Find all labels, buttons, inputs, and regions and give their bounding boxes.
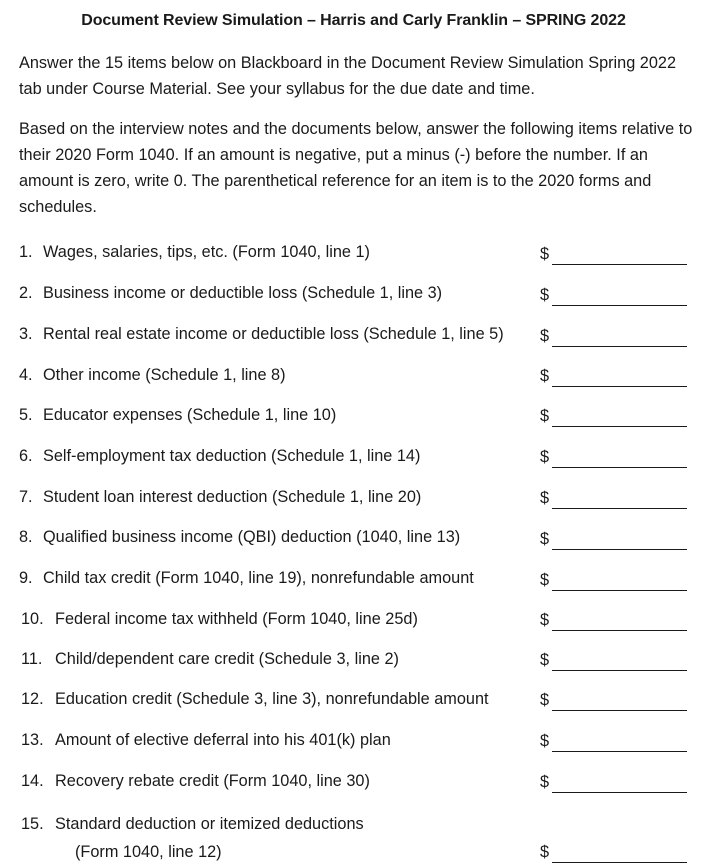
answer-blank[interactable] [540, 530, 687, 552]
dollar-sign: $ [540, 327, 550, 345]
question-number: 15. [21, 815, 44, 833]
dollar-sign: $ [540, 611, 550, 629]
dollar-sign: $ [540, 691, 550, 709]
document-title: Document Review Simulation – Harris and Carly Franklin – SPRING 2022 [81, 12, 626, 29]
question-text: Child/dependent care credit (Schedule 3, line 2) [55, 650, 399, 668]
question-text: Business income or deductible loss (Schedule 1, line 3) [43, 284, 443, 302]
question-number: 1. [19, 243, 33, 261]
question-number: 12. [21, 690, 44, 708]
question-number: 8. [19, 528, 33, 546]
answer-blank[interactable] [540, 571, 687, 593]
dollar-sign: $ [540, 407, 550, 425]
question-text-continuation: (Form 1040, line 12) [75, 843, 222, 861]
dollar-sign: $ [540, 448, 550, 466]
answer-blank[interactable] [540, 732, 687, 754]
question-text: Education credit (Schedule 3, line 3), nonrefundable amount [55, 690, 489, 708]
question-text: Educator expenses (Schedule 1, line 10) [43, 406, 337, 424]
dollar-sign: $ [540, 286, 550, 304]
answer-underline [552, 305, 687, 306]
question-number: 7. [19, 488, 33, 506]
question-number: 3. [19, 325, 33, 343]
question-text: Rental real estate income or deductible loss (Schedule 1, line 5) [43, 325, 504, 343]
question-number: 13. [21, 731, 44, 749]
dollar-sign: $ [540, 530, 550, 548]
question-text: Other income (Schedule 1, line 8) [43, 366, 286, 384]
question-text: Qualified business income (QBI) deduction (1040, line 13) [43, 528, 461, 546]
question-text: Wages, salaries, tips, etc. (Form 1040, line 1) [43, 243, 370, 261]
question-text: Child tax credit (Form 1040, line 19), nonrefundable amount [43, 569, 474, 587]
answer-blank[interactable] [540, 367, 687, 389]
question-text: Standard deduction or itemized deductions [55, 815, 364, 833]
answer-blank[interactable] [540, 773, 687, 795]
question-number: 9. [19, 569, 33, 587]
answer-underline [552, 792, 687, 793]
question-number: 2. [19, 284, 33, 302]
question-number: 14. [21, 772, 44, 790]
answer-underline [552, 264, 687, 265]
answer-underline [552, 590, 687, 591]
answer-underline [552, 549, 687, 550]
dollar-sign: $ [540, 843, 550, 861]
instructions-paragraph: Based on the interview notes and the documents below, answer the following items relative to their 2020 Form 1040. If an amount is negative, put a minus (-) before the number. If an amount is zero, write 0. The parenthetical reference for an item is to the 2020 forms and schedules. [19, 120, 693, 216]
question-number: 11. [21, 650, 43, 668]
answer-underline [552, 508, 687, 509]
answer-blank[interactable] [540, 327, 687, 349]
dollar-sign: $ [540, 367, 550, 385]
answer-underline [552, 751, 687, 752]
answer-blank[interactable] [540, 448, 687, 470]
answer-blank[interactable] [540, 651, 687, 673]
answer-underline [552, 467, 687, 468]
answer-underline [552, 346, 687, 347]
answer-blank[interactable] [540, 691, 687, 713]
question-text: Self-employment tax deduction (Schedule 1, line 14) [43, 447, 421, 465]
dollar-sign: $ [540, 571, 550, 589]
answer-blank[interactable] [540, 407, 687, 429]
question-number: 10. [21, 610, 44, 628]
answer-underline [552, 630, 687, 631]
dollar-sign: $ [540, 732, 550, 750]
answer-blank[interactable] [540, 489, 687, 511]
answer-underline [552, 862, 687, 863]
dollar-sign: $ [540, 489, 550, 507]
answer-underline [552, 670, 687, 671]
answer-underline [552, 426, 687, 427]
answer-blank[interactable] [540, 611, 687, 633]
dollar-sign: $ [540, 651, 550, 669]
answer-underline [552, 386, 687, 387]
answer-underline [552, 710, 687, 711]
answer-blank[interactable] [540, 286, 687, 308]
dollar-sign: $ [540, 773, 550, 791]
answer-blank[interactable] [540, 843, 687, 865]
dollar-sign: $ [540, 245, 550, 263]
question-number: 6. [19, 447, 33, 465]
question-text: Federal income tax withheld (Form 1040, line 25d) [55, 610, 418, 628]
question-number: 4. [19, 366, 33, 384]
answer-blank[interactable] [540, 245, 687, 267]
intro-paragraph: Answer the 15 items below on Blackboard in the Document Review Simulation Spring 2022 tab under Course Material. See your syllabus for the due date and time. [19, 54, 677, 98]
question-number: 5. [19, 406, 33, 424]
question-item [21, 815, 689, 861]
question-text: Recovery rebate credit (Form 1040, line 30) [55, 772, 370, 790]
question-text: Amount of elective deferral into his 401(k) plan [55, 731, 391, 749]
question-text: Student loan interest deduction (Schedule 1, line 20) [43, 488, 422, 506]
